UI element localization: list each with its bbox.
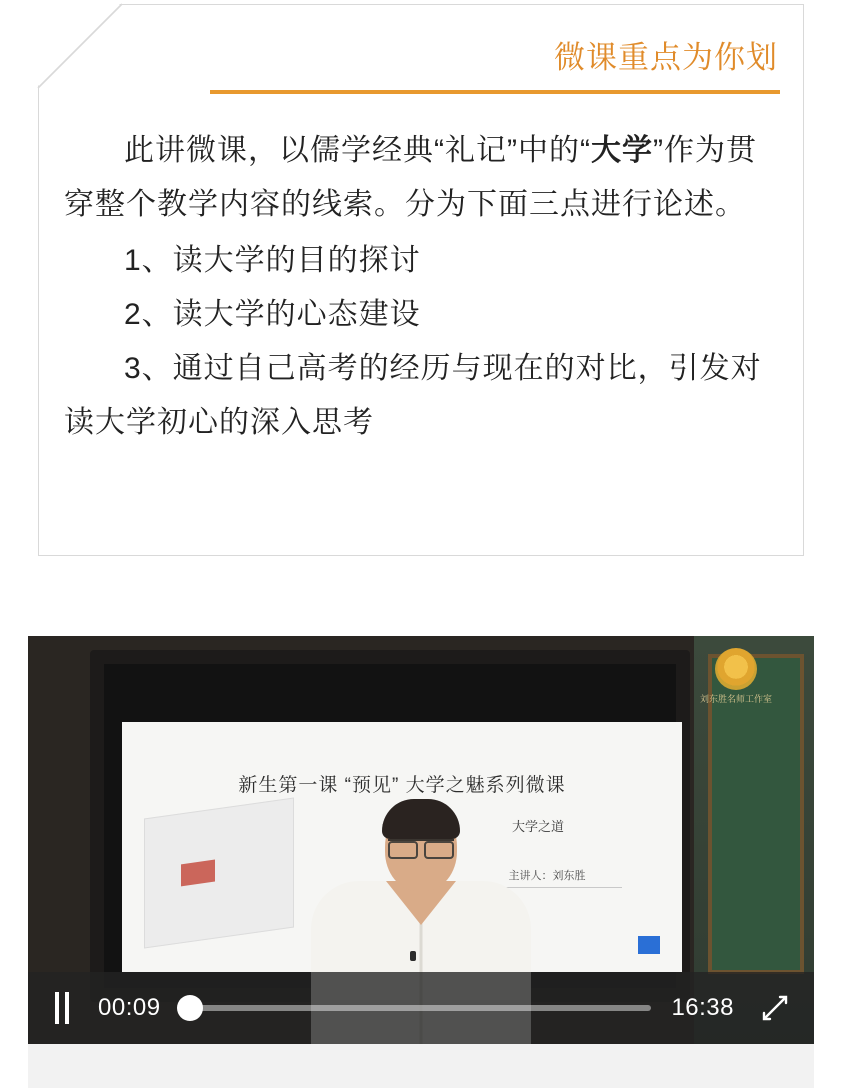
intro-paragraph <box>64 124 782 232</box>
video-controls <box>28 972 814 1044</box>
microphone-icon <box>410 951 416 961</box>
intro-suffix: ”作为贯穿整个教学内容的线索。分为下面三点进行论述。 <box>64 134 757 221</box>
slide-speaker: 主讲人：刘东胜 <box>472 867 622 888</box>
sun-icon <box>715 648 757 690</box>
pause-icon[interactable] <box>50 992 76 1024</box>
intro-bold: 大学 <box>590 134 653 167</box>
workshop-logo <box>680 646 792 722</box>
list-item: 2、读大学的心态建设 <box>124 298 421 331</box>
presenter-hair <box>382 799 460 839</box>
intro-prefix: 此讲微课，以儒学经典“礼记”中的“ <box>124 134 591 167</box>
slide-book-image <box>144 797 294 948</box>
player-bottom-strip <box>28 1044 814 1088</box>
lesson-summary-card <box>38 4 804 556</box>
duration-label: 16:38 <box>671 994 734 1021</box>
slide-title: 新生第一课 “预见” 大学之魅系列微课 <box>238 775 566 796</box>
workshop-logo-label: 刘东胜名师工作室 <box>699 694 772 704</box>
video-player[interactable] <box>28 636 814 1088</box>
card-body <box>64 124 782 450</box>
slide-lecture-name: 大学之道 <box>512 819 565 834</box>
progress-handle[interactable] <box>177 995 203 1021</box>
list-item: 1、读大学的目的探讨 <box>124 244 421 277</box>
slide-corner-logo-icon <box>638 936 660 954</box>
glasses-icon <box>388 839 454 853</box>
current-time-label: 00:09 <box>98 994 161 1021</box>
title-underline <box>210 90 780 94</box>
card-title: 微课重点为你划 <box>554 40 778 75</box>
fullscreen-icon[interactable] <box>758 991 792 1025</box>
list-item: 3、通过自己高考的经历与现在的对比，引发对读大学初心的深入思考 <box>64 352 762 439</box>
progress-bar[interactable] <box>181 1005 652 1011</box>
